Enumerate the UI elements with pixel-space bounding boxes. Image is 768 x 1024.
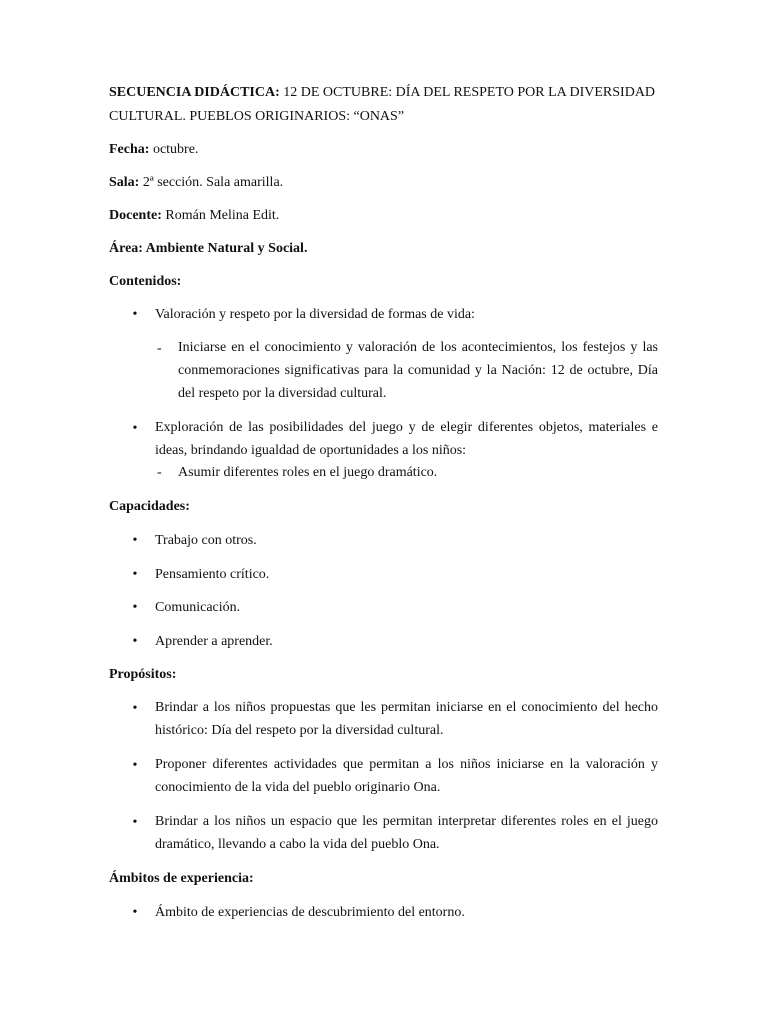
area-row: Área: Ambiente Natural y Social. — [109, 241, 308, 256]
capacidades-item-4: Aprender a aprender. — [155, 634, 273, 649]
bullet-icon: • — [132, 307, 138, 322]
sala-row — [109, 174, 283, 192]
contenidos-item-2: Exploración de las posibilidades del juego y de elegir diferentes objetos, materiales e ideas, brindando igualdad de oportunidades a los niños: — [155, 420, 658, 458]
bullet-icon: • — [132, 533, 138, 548]
capacidades-item-2: Pensamiento crítico. — [155, 567, 270, 582]
dash-icon: - — [157, 341, 162, 356]
contenidos-item-2-sub-1: Asumir diferentes roles en el juego dramático. — [178, 465, 438, 480]
bullet-icon: • — [132, 567, 138, 582]
propositos-heading: Propósitos: — [109, 667, 177, 682]
title-line-2: CULTURAL. PUEBLOS ORIGINARIOS: “ONAS” — [109, 109, 405, 124]
sala-value: 2ª sección. Sala amarilla. — [142, 175, 284, 190]
bullet-icon: • — [132, 701, 138, 716]
fecha-row — [109, 141, 198, 159]
capacidades-heading: Capacidades: — [109, 499, 190, 514]
bullet-icon: • — [132, 905, 138, 920]
docente-value: Román Melina Edit. — [165, 208, 280, 223]
bullet-icon: • — [132, 815, 138, 830]
bullet-icon: • — [132, 600, 138, 615]
document-title-cont — [109, 108, 404, 126]
ambitos-heading: Ámbitos de experiencia: — [109, 871, 254, 886]
bullet-icon: • — [132, 634, 138, 649]
fecha-value: octubre. — [152, 142, 199, 157]
sala-label: Sala: — [109, 175, 140, 190]
ambitos-item-1: Ámbito de experiencias de descubrimiento del entorno. — [155, 905, 465, 920]
propositos-item-2: Proponer diferentes actividades que permitan a los niños iniciarse en la valoración y conocimiento de la vida del pueblo originario Ona. — [155, 757, 658, 795]
contenidos-item-1-sub-1: Iniciarse en el conocimiento y valoración de los acontecimientos, los festejos y las conmemoraciones significativas para la comunidad y la Nación: 12 de octubre, Día del respeto por la diversidad cultural. — [178, 340, 658, 401]
contenidos-item-1: Valoración y respeto por la diversidad de formas de vida: — [155, 307, 475, 322]
capacidades-item-3: Comunicación. — [155, 600, 241, 615]
title-label: SECUENCIA DIDÁCTICA: — [109, 85, 280, 100]
propositos-item-3: Brindar a los niños un espacio que les permitan interpretar diferentes roles en el juego dramático, llevando a cabo la vida del pueblo Ona. — [155, 814, 658, 852]
docente-label: Docente: — [109, 208, 162, 223]
propositos-item-1: Brindar a los niños propuestas que les permitan iniciarse en el conocimiento del hecho histórico: Día del respeto por la diversidad cultural. — [155, 700, 658, 738]
docente-row — [109, 207, 279, 225]
bullet-icon: • — [132, 421, 138, 436]
capacidades-item-1: Trabajo con otros. — [155, 533, 257, 548]
bullet-icon: • — [132, 758, 138, 773]
title-line-1: 12 DE OCTUBRE: DÍA DEL RESPETO POR LA DIVERSIDAD — [283, 85, 656, 100]
contenidos-heading: Contenidos: — [109, 274, 182, 289]
document-title — [109, 84, 655, 102]
fecha-label: Fecha: — [109, 142, 150, 157]
dash-icon: - — [157, 465, 162, 480]
